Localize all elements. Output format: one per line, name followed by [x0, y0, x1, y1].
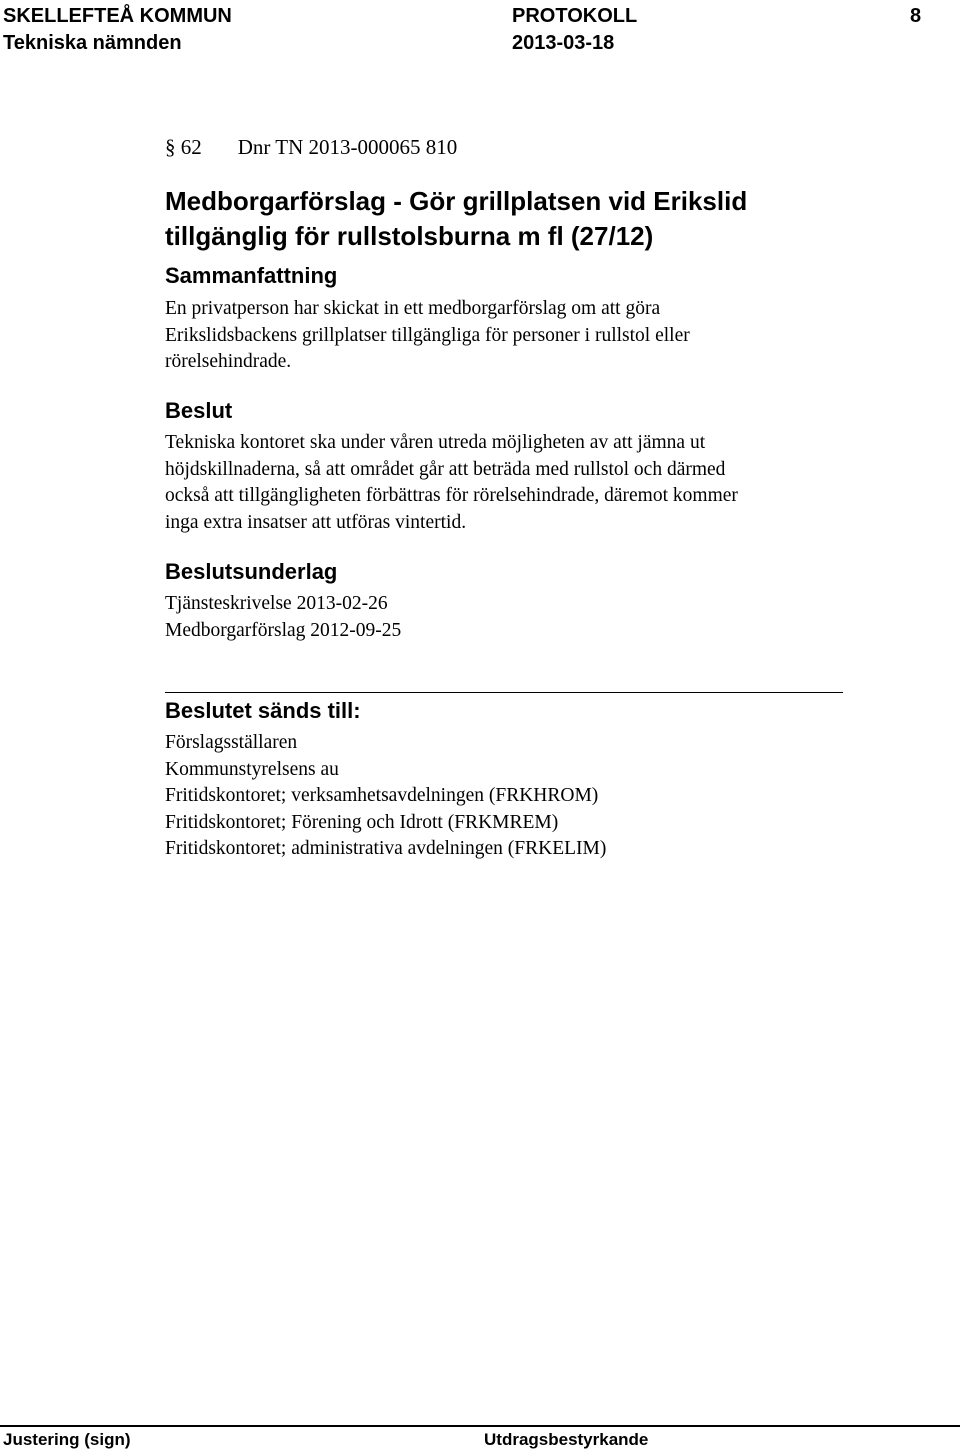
list-item: Fritidskontoret; verksamhetsavdelningen (FRKHROM)	[165, 785, 599, 806]
paragraph-number: § 62	[165, 135, 202, 159]
list-item: Kommunstyrelsens au	[165, 758, 339, 780]
text-line: Tekniska kontoret ska under våren utreda möjligheten av att jämna ut	[165, 432, 706, 453]
list-item: Förslagsställaren	[165, 732, 298, 753]
case-number: Dnr TN 2013-000065 810	[237, 135, 458, 159]
divider	[165, 692, 843, 693]
extract-certification-label: Utdragsbestyrkande	[484, 1430, 649, 1449]
decision-text	[165, 430, 865, 536]
text-line: också att tillgängligheten förbättras för rörelsehindrade, däremot kommer	[165, 485, 738, 506]
list-item: Tjänsteskrivelse 2013-02-26	[165, 593, 388, 614]
basis-list	[165, 591, 865, 644]
text-line: inga extra insatser att utföras vintertid.	[165, 511, 467, 533]
title-line: tillgänglig för rullstolsburna m fl (27/12)	[165, 221, 654, 251]
text-line: Erikslidsbackens grillplatser tillgängliga för personer i rullstol eller	[165, 324, 690, 346]
page-number: 8	[910, 5, 922, 27]
list-item: Medborgarförslag 2012-09-25	[165, 619, 402, 641]
footer-divider	[0, 1425, 960, 1427]
municipality-name: SKELLEFTEÅ KOMMUN	[3, 5, 232, 27]
decision-heading: Beslut	[165, 398, 233, 423]
section-reference	[165, 134, 457, 160]
recipients-list	[165, 730, 865, 863]
meeting-date: 2013-03-18	[512, 32, 615, 54]
signature-label: Justering (sign)	[3, 1430, 131, 1449]
text-line: höjdskillnaderna, så att området går att beträda med rullstol och därmed	[165, 458, 726, 480]
summary-heading: Sammanfattning	[165, 263, 338, 288]
text-line: En privatperson har skickat in ett medborgarförslag om att göra	[165, 298, 661, 319]
basis-heading: Beslutsunderlag	[165, 559, 338, 584]
recipients-heading: Beslutet sänds till:	[165, 698, 361, 723]
summary-text	[165, 296, 865, 376]
page-title	[165, 184, 925, 254]
text-line: rörelsehindrade.	[165, 351, 292, 372]
committee-name: Tekniska nämnden	[3, 32, 182, 54]
list-item: Fritidskontoret; Förening och Idrott (FRKMREM)	[165, 811, 559, 833]
list-item: Fritidskontoret; administrativa avdelningen (FRKELIM)	[165, 838, 607, 859]
document-type: PROTOKOLL	[512, 5, 638, 27]
title-line: Medborgarförslag - Gör grillplatsen vid Erikslid	[165, 186, 748, 216]
